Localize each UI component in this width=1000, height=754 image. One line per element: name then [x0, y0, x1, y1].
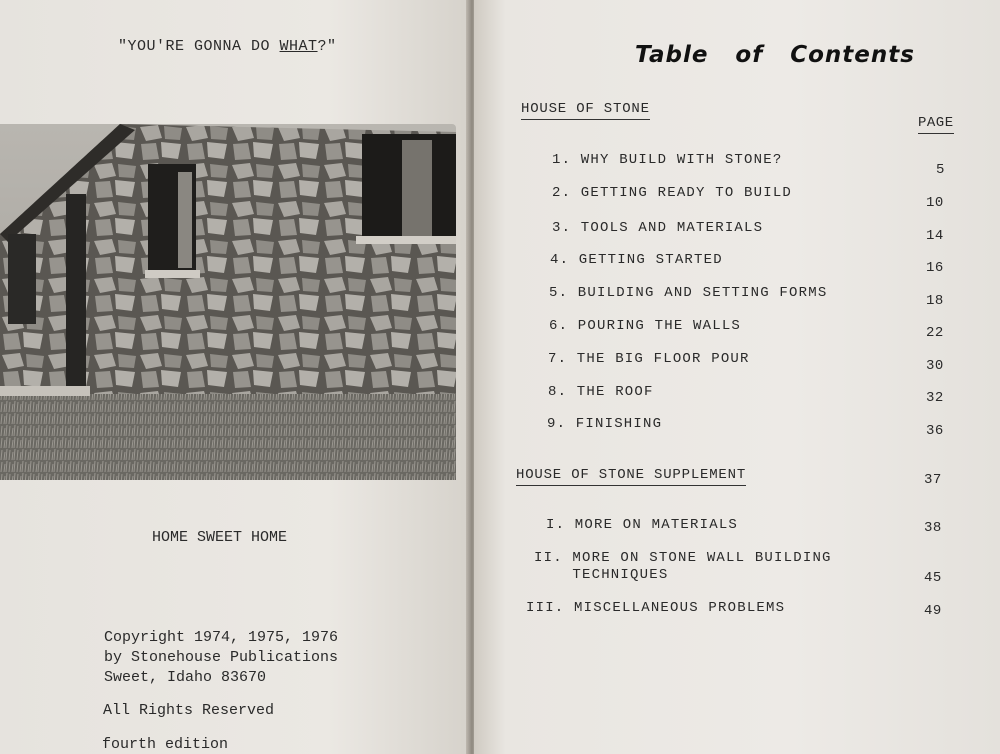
toc-page-number: 5: [936, 162, 945, 178]
edition-label: fourth edition: [102, 736, 229, 753]
toc-page-number: 38: [924, 520, 942, 536]
toc-entry: 9. FINISHING: [547, 416, 663, 432]
toc-entry: 2. GETTING READY TO BUILD: [552, 185, 793, 201]
toc-entry: III. MISCELLANEOUS PROBLEMS: [526, 600, 786, 616]
toc-page-number: 18: [926, 293, 944, 309]
photo-caption: HOME SWEET HOME: [152, 529, 288, 546]
section-heading-house-of-stone: HOUSE OF STONE: [521, 101, 650, 120]
toc-page-number: 45: [924, 570, 942, 586]
left-page: [0, 0, 470, 754]
toc-title: Table of Contents: [635, 42, 915, 68]
toc-page-number: 32: [926, 390, 944, 406]
toc-page-number: 10: [926, 195, 944, 211]
toc-entry: 6. POURING THE WALLS: [549, 318, 742, 334]
stone-house-photo: [0, 124, 456, 480]
section-heading-supplement: HOUSE OF STONE SUPPLEMENT: [516, 467, 746, 486]
toc-page-number: 16: [926, 260, 944, 276]
toc-entry: 1. WHY BUILD WITH STONE?: [552, 152, 783, 168]
page-quote: "YOU'RE GONNA DO WHAT?": [118, 38, 337, 55]
toc-page-number: 22: [926, 325, 944, 341]
toc-entry: II. MORE ON STONE WALL BUILDING TECHNIQUES: [534, 550, 832, 583]
toc-entry: 7. THE BIG FLOOR POUR: [548, 351, 750, 367]
toc-page-number: 30: [926, 358, 944, 374]
toc-entry: 5. BUILDING AND SETTING FORMS: [549, 285, 828, 301]
toc-page-number: 49: [924, 603, 942, 619]
rights-notice: All Rights Reserved: [103, 702, 275, 719]
toc-entry: 8. THE ROOF: [548, 384, 654, 400]
toc-entry: I. MORE ON MATERIALS: [546, 517, 739, 533]
toc-page-number: 36: [926, 423, 944, 439]
toc-page-number: 37: [924, 472, 942, 488]
toc-page-number: 14: [926, 228, 944, 244]
page-column-heading: PAGE: [918, 115, 954, 134]
toc-entry: 3. TOOLS AND MATERIALS: [552, 220, 764, 236]
toc-entry: 4. GETTING STARTED: [550, 252, 723, 268]
copyright-notice: Copyright 1974, 1975, 1976 by Stonehouse Publications Sweet, Idaho 83670: [104, 629, 339, 686]
